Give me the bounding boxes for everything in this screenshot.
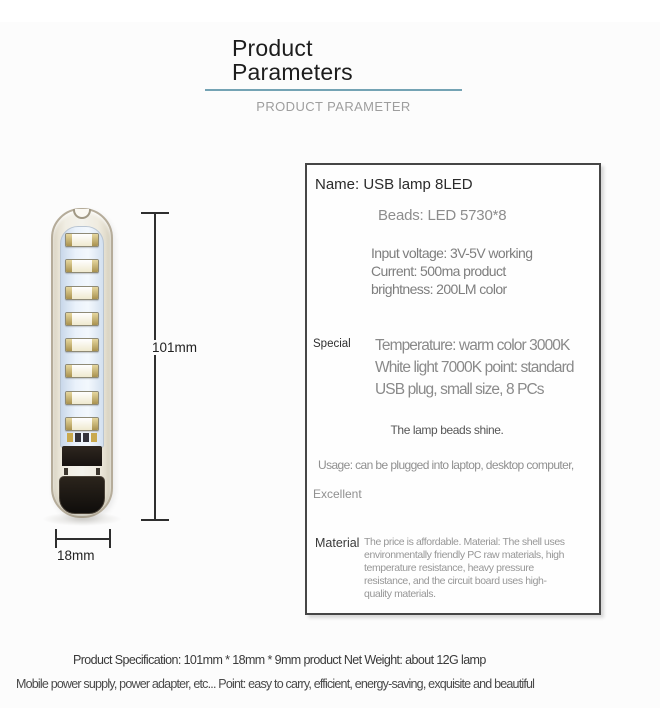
spec-special-label: Special [313,338,351,350]
footer-specification: Product Specification: 101mm * 18mm * 9mm product Net Weight: about 12G lamp [73,653,486,667]
spec-beads: Beads: LED 5730*8 [378,207,507,224]
spec-special-line: Temperature: warm color 3000K [375,337,570,354]
top-band [0,0,660,22]
spec-electrical-line: Current: 500ma product [371,263,506,279]
spec-special [375,335,574,401]
usb-screw-left [64,468,68,475]
led-chip [65,391,99,405]
height-dimension-line [154,213,156,521]
spec-material-label: Material [315,536,360,550]
spec-usage: Usage: can be plugged into laptop, desktop computer, [318,458,574,472]
height-dimension-label: 101mm [152,340,198,355]
page-title-line1: Product [232,35,313,61]
spec-material-line: resistance, and the circuit board uses high- [364,575,547,587]
led-chip [65,338,99,352]
spec-electrical-line: brightness: 200LM color [371,281,507,297]
title-divider [205,89,462,91]
usb-connector [59,476,105,514]
led-chip [65,364,99,378]
spec-table [305,163,601,615]
led-chip [65,417,99,431]
spec-usage-extra: Excellent [313,487,362,501]
led-chip-column [65,233,99,431]
led-chip [65,286,99,300]
led-chip [65,312,99,326]
width-dimension-label: 18mm [57,548,95,563]
spec-material-line: quality materials. [364,588,436,600]
spec-material-line: The price is affordable. Material: The shell uses [364,536,565,548]
spec-special-line: USB plug, small size, 8 PCs [375,381,544,398]
width-dimension-line [56,538,110,540]
circuit-components [67,433,97,442]
spec-shine-note: The lamp beads shine. [390,423,504,437]
led-chip [65,259,99,273]
spec-material-line: environmentally friendly PC raw materials, high [364,549,565,561]
led-chip [65,233,99,247]
page-title-line2: Parameters [232,59,353,85]
spec-special-line: White light 7000K point: standard [375,359,574,376]
spec-electrical-line: Input voltage: 3V-5V working [371,245,533,261]
usb-connector-base [62,446,102,466]
spec-material [364,536,565,601]
page-subtitle: PRODUCT PARAMETER [256,99,411,114]
width-dimension-cap-left [55,529,57,548]
footer-selling-points: Mobile power supply, power adapter, etc... Point: easy to carry, efficient, energy-saving, exquisite and beautiful [16,677,535,691]
spec-material-line: temperature resistance, heavy pressure [364,562,534,574]
width-dimension-cap-right [109,529,111,548]
page-title [232,36,353,84]
usb-screw-right [96,468,100,475]
lamp-shadow [42,512,122,526]
spec-electrical [371,244,532,298]
height-dimension-cap-bottom [141,519,169,521]
spec-name: Name: USB lamp 8LED [315,176,473,193]
height-dimension-cap-top [141,212,169,214]
